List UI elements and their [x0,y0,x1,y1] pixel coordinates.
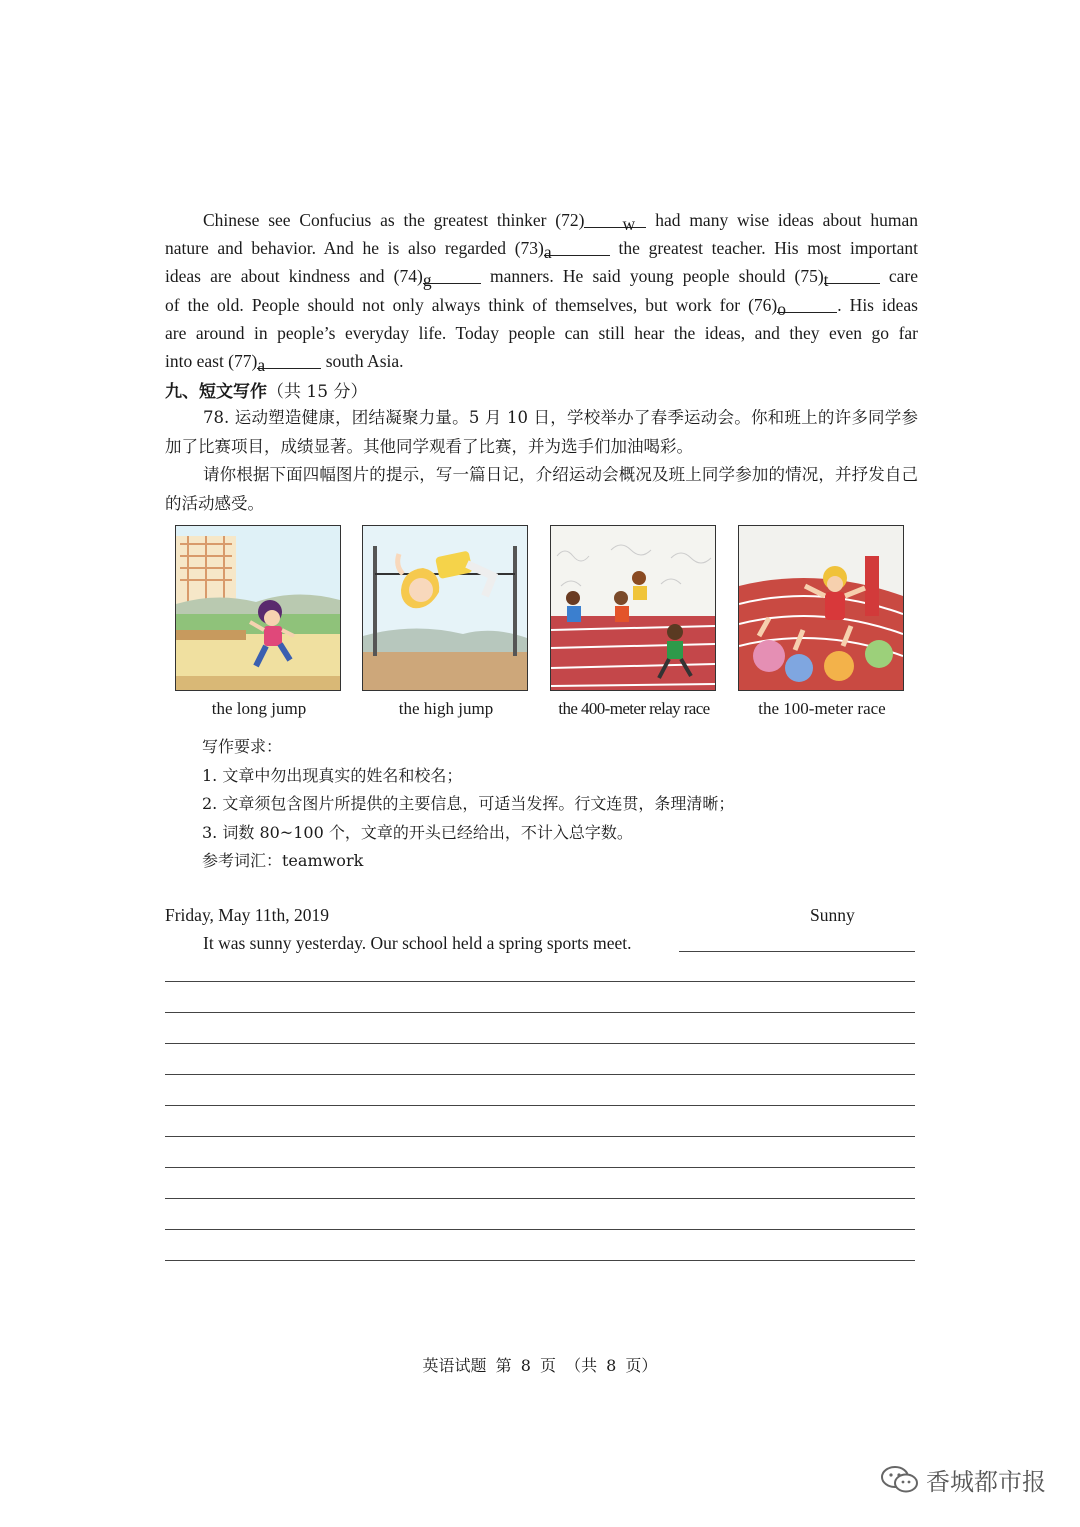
high-jump-illustration [363,526,527,690]
picture-high-jump [362,525,528,691]
blank-73[interactable]: a [544,238,610,256]
diary-weather: Sunny [810,905,855,925]
question-78: 78. 运动塑造健康，团结凝聚力量。5 月 10 日，学校举办了春季运动会。你和班上的许多同学参加了比赛项目，成绩显著。其他同学观看了比赛，并为选手们加油喝彩。 [165,408,918,456]
caption-relay-race: the 400-meter relay race [558,699,710,718]
requirement-3: 3. 词数 80~100 个，文章的开头已经给出，不计入总字数。 [202,823,633,842]
answer-line-8[interactable] [165,1198,915,1199]
blank-76[interactable]: o [777,295,837,313]
writing-instruction: 请你根据下面四幅图片的提示，写一篇日记，介绍运动会概况及班上同学参加的情况，并抒发自己的活动感受。 [165,465,918,513]
caption-100m-race: the 100-meter race [758,699,886,718]
wechat-icon [880,1464,920,1496]
sprint-race-illustration [739,526,903,690]
diary-date: Friday, May 11th, 2019 [165,905,329,925]
cloze-line-3: ideas are about kindness and (74)g manners. He said young people should (75)t care [165,266,918,290]
answer-line-3[interactable] [165,1043,915,1044]
answer-line-10[interactable] [165,1260,915,1261]
answer-line-2[interactable] [165,1012,915,1013]
watermark [880,1462,1046,1497]
cloze-line-4: of the old. People should not only always think of themselves, but work for (76)o . His ideas [165,295,918,319]
relay-race-illustration [551,526,715,690]
answer-line-1[interactable] [165,981,915,982]
picture-long-jump [175,525,341,691]
picture-relay-race [550,525,716,691]
page-footer: 英语试题 第 8 页 （共 8 页） [422,1356,658,1375]
answer-line-7[interactable] [165,1167,915,1168]
answer-line-0[interactable] [679,951,915,952]
answer-line-4[interactable] [165,1074,915,1075]
caption-long-jump: the long jump [211,699,307,718]
cloze-line-5: are around in people’s everyday life. Today people can still hear the ideas, and they even go far [165,323,918,343]
picture-100m-race [738,525,904,691]
answer-line-5[interactable] [165,1105,915,1106]
cloze-line-1: Chinese see Confucius as the greatest thinker (72) w had many wise ideas about human [203,210,918,234]
section-title: 九、短文写作（共 15 分） [165,382,368,402]
watermark-text: 香城都市报 [926,1468,1046,1496]
cloze-line-6: into east (77)a south Asia. [165,351,404,375]
answer-line-6[interactable] [165,1136,915,1137]
requirement-2: 2. 文章须包含图片所提供的主要信息，可适当发挥。行文连贯，条理清晰； [202,794,735,813]
blank-75[interactable]: t [824,266,880,284]
blank-72[interactable]: w [584,210,646,228]
blank-74[interactable]: g [423,266,481,284]
diary-opening: It was sunny yesterday. Our school held a spring sports meet. [203,933,632,953]
cloze-line-2: nature and behavior. And he is also regarded (73)a the greatest teacher. His most important [165,238,918,262]
blank-77[interactable]: a [257,351,321,369]
requirements-heading: 写作要求： [202,737,283,756]
requirement-1: 1. 文章中勿出现真实的姓名和校名； [202,766,463,785]
caption-high-jump: the high jump [398,699,494,718]
answer-line-9[interactable] [165,1229,915,1230]
section-points: （共 15 分） [267,382,368,402]
reference-vocab: 参考词汇：teamwork [202,851,364,870]
long-jump-illustration [176,526,340,690]
